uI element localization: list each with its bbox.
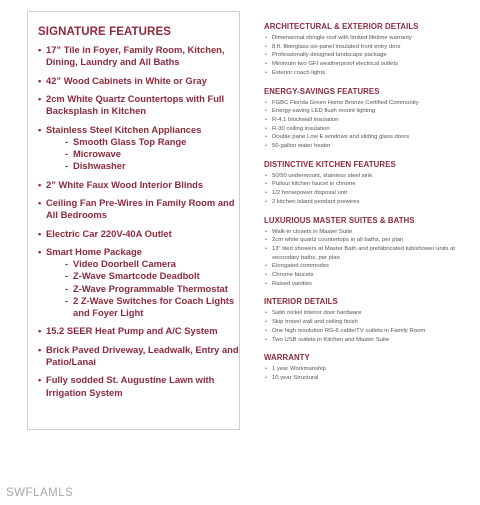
- signature-sub-item: - Smooth Glass Top Range: [65, 136, 239, 148]
- section-list-item: • 13” tiled showers at Master Bath and prefabricated tub/shower units at secondary baths, per plan: [264, 245, 474, 262]
- section-list: [264, 172, 474, 207]
- section-list-item: • Minimum two GFI weatherproof electrical outlets: [264, 60, 474, 69]
- feature-section: [264, 216, 474, 289]
- signature-feature-text: 42” Wood Cabinets in White or Gray: [46, 74, 207, 86]
- signature-sub-list: [46, 136, 239, 173]
- section-list-item: • One high resolution RG-6 cable/TV outlets in Family Room: [264, 327, 474, 336]
- signature-feature-item: [38, 344, 239, 368]
- section-title: ENERGY-SAVINGS FEATURES: [264, 86, 380, 96]
- section-title: INTERIOR DETAILS: [264, 297, 338, 307]
- section-list: [264, 309, 474, 344]
- signature-features-list: [38, 44, 239, 399]
- section-list-item: • 2cm white quartz countertops in all baths, per plan: [264, 236, 474, 245]
- section-list: [264, 228, 474, 289]
- section-title: WARRANTY: [264, 353, 310, 363]
- feature-section: [264, 297, 474, 344]
- section-list-item: • R-4.1 blockwall insulation: [264, 116, 474, 125]
- section-list-item: • Elongated commodes: [264, 262, 474, 271]
- feature-sections-column: [264, 22, 474, 392]
- signature-feature-text: 15.2 SEER Heat Pump and A/C System: [46, 325, 218, 337]
- section-title: DISTINCTIVE KITCHEN FEATURES: [264, 159, 396, 169]
- section-list-item: • 8 ft. fiberglass six-panel insulated front entry door: [264, 43, 474, 52]
- signature-feature-text: Ceiling Fan Pre-Wires in Family Room and All Bedrooms: [46, 196, 235, 221]
- signature-feature-item: [38, 44, 239, 68]
- section-list-item: • Dimensional shingle roof with limited lifetime warranty: [264, 34, 474, 43]
- section-list-item: • 50/50 undermount, stainless steel sink: [264, 172, 474, 181]
- signature-sub-list: [46, 258, 239, 319]
- section-list-item: • Professionally designed landscape package: [264, 51, 474, 60]
- section-list-item: • 1/2 horsepower disposal unit: [264, 189, 474, 198]
- section-list-item: • 50-gallon water heater: [264, 142, 474, 151]
- signature-feature-item: [38, 75, 239, 87]
- section-list-item: • 10 year Structural: [264, 374, 474, 383]
- section-list-item: • Two USB outlets in Kitchen and Master Suite: [264, 336, 474, 345]
- signature-feature-item: [38, 246, 239, 319]
- signature-feature-item: [38, 93, 239, 117]
- section-list-item: • Pullout kitchen faucet in chrome: [264, 180, 474, 189]
- section-list-item: • Skip trowel wall and ceiling finish: [264, 318, 474, 327]
- signature-feature-text: Brick Paved Driveway, Leadwalk, Entry and Patio/Lanai: [46, 343, 239, 367]
- section-list-item: • 1 year Workmanship: [264, 365, 474, 374]
- section-list-item: • Energy-saving LED flush mount lighting: [264, 107, 474, 116]
- signature-feature-text: Electric Car 220V-40A Outlet: [46, 227, 172, 239]
- section-list-item: • R-30 ceiling insulation: [264, 125, 474, 134]
- signature-sub-item: - 2 Z-Wave Switches for Coach Lights and Foyer Light: [65, 295, 239, 319]
- section-list-item: • Chrome faucets: [264, 271, 474, 280]
- section-title: LUXURIOUS MASTER SUITES & BATHS: [264, 215, 415, 225]
- section-list: [264, 99, 474, 151]
- section-list-item: • Raised vanities: [264, 280, 474, 289]
- signature-feature-item: [38, 325, 239, 337]
- section-title: ARCHITECTURAL & EXTERIOR DETAILS: [264, 22, 419, 31]
- feature-section: [264, 87, 474, 151]
- signature-feature-text: 17” Tile in Foyer, Family Room, Kitchen, Dining, Laundry and All Baths: [46, 44, 225, 68]
- feature-section: [264, 353, 474, 382]
- signature-sub-item: - Z-Wave Smartcode Deadbolt: [65, 270, 239, 282]
- section-list: [264, 34, 474, 78]
- signature-sub-item: - Video Doorbell Camera: [65, 258, 239, 270]
- signature-sub-item: - Microwave: [65, 148, 239, 160]
- section-list-item: • Double pane Low E windows and sliding glass doors: [264, 133, 474, 142]
- signature-sub-item: - Dishwasher: [65, 160, 239, 172]
- section-list-item: • Walk-in closets in Master Suite: [264, 228, 474, 237]
- signature-feature-item: [38, 197, 239, 221]
- section-list-item: • FGBC Florida Green Home Bronze Certified Community: [264, 99, 474, 108]
- signature-feature-item: [38, 179, 239, 191]
- signature-feature-item: [38, 228, 239, 240]
- signature-features-panel: [27, 11, 240, 430]
- feature-section: [264, 22, 474, 78]
- section-list-item: • 2 kitchen island pendant prewires: [264, 198, 474, 207]
- signature-feature-text: Stainless Steel Kitchen Appliances: [46, 123, 202, 135]
- signature-feature-text: 2cm White Quartz Countertops with Full Backsplash in Kitchen: [46, 92, 225, 117]
- section-list: [264, 365, 474, 382]
- section-list-item: • Satin nickel interior door hardware: [264, 309, 474, 318]
- signature-sub-item: - Z-Wave Programmable Thermostat: [65, 283, 239, 295]
- signature-feature-text: Fully sodded St. Augustine Lawn with Irrigation System: [46, 374, 215, 398]
- signature-feature-text: Smart Home Package: [46, 245, 142, 257]
- feature-section: [264, 160, 474, 207]
- watermark-text: SWFLAMLS: [6, 487, 74, 499]
- signature-feature-item: [38, 374, 239, 398]
- signature-features-title: SIGNATURE FEATURES: [38, 26, 171, 38]
- section-list-item: • Exterior coach lights: [264, 69, 474, 78]
- signature-feature-text: 2” White Faux Wood Interior Blinds: [46, 178, 204, 190]
- signature-feature-item: [38, 124, 239, 173]
